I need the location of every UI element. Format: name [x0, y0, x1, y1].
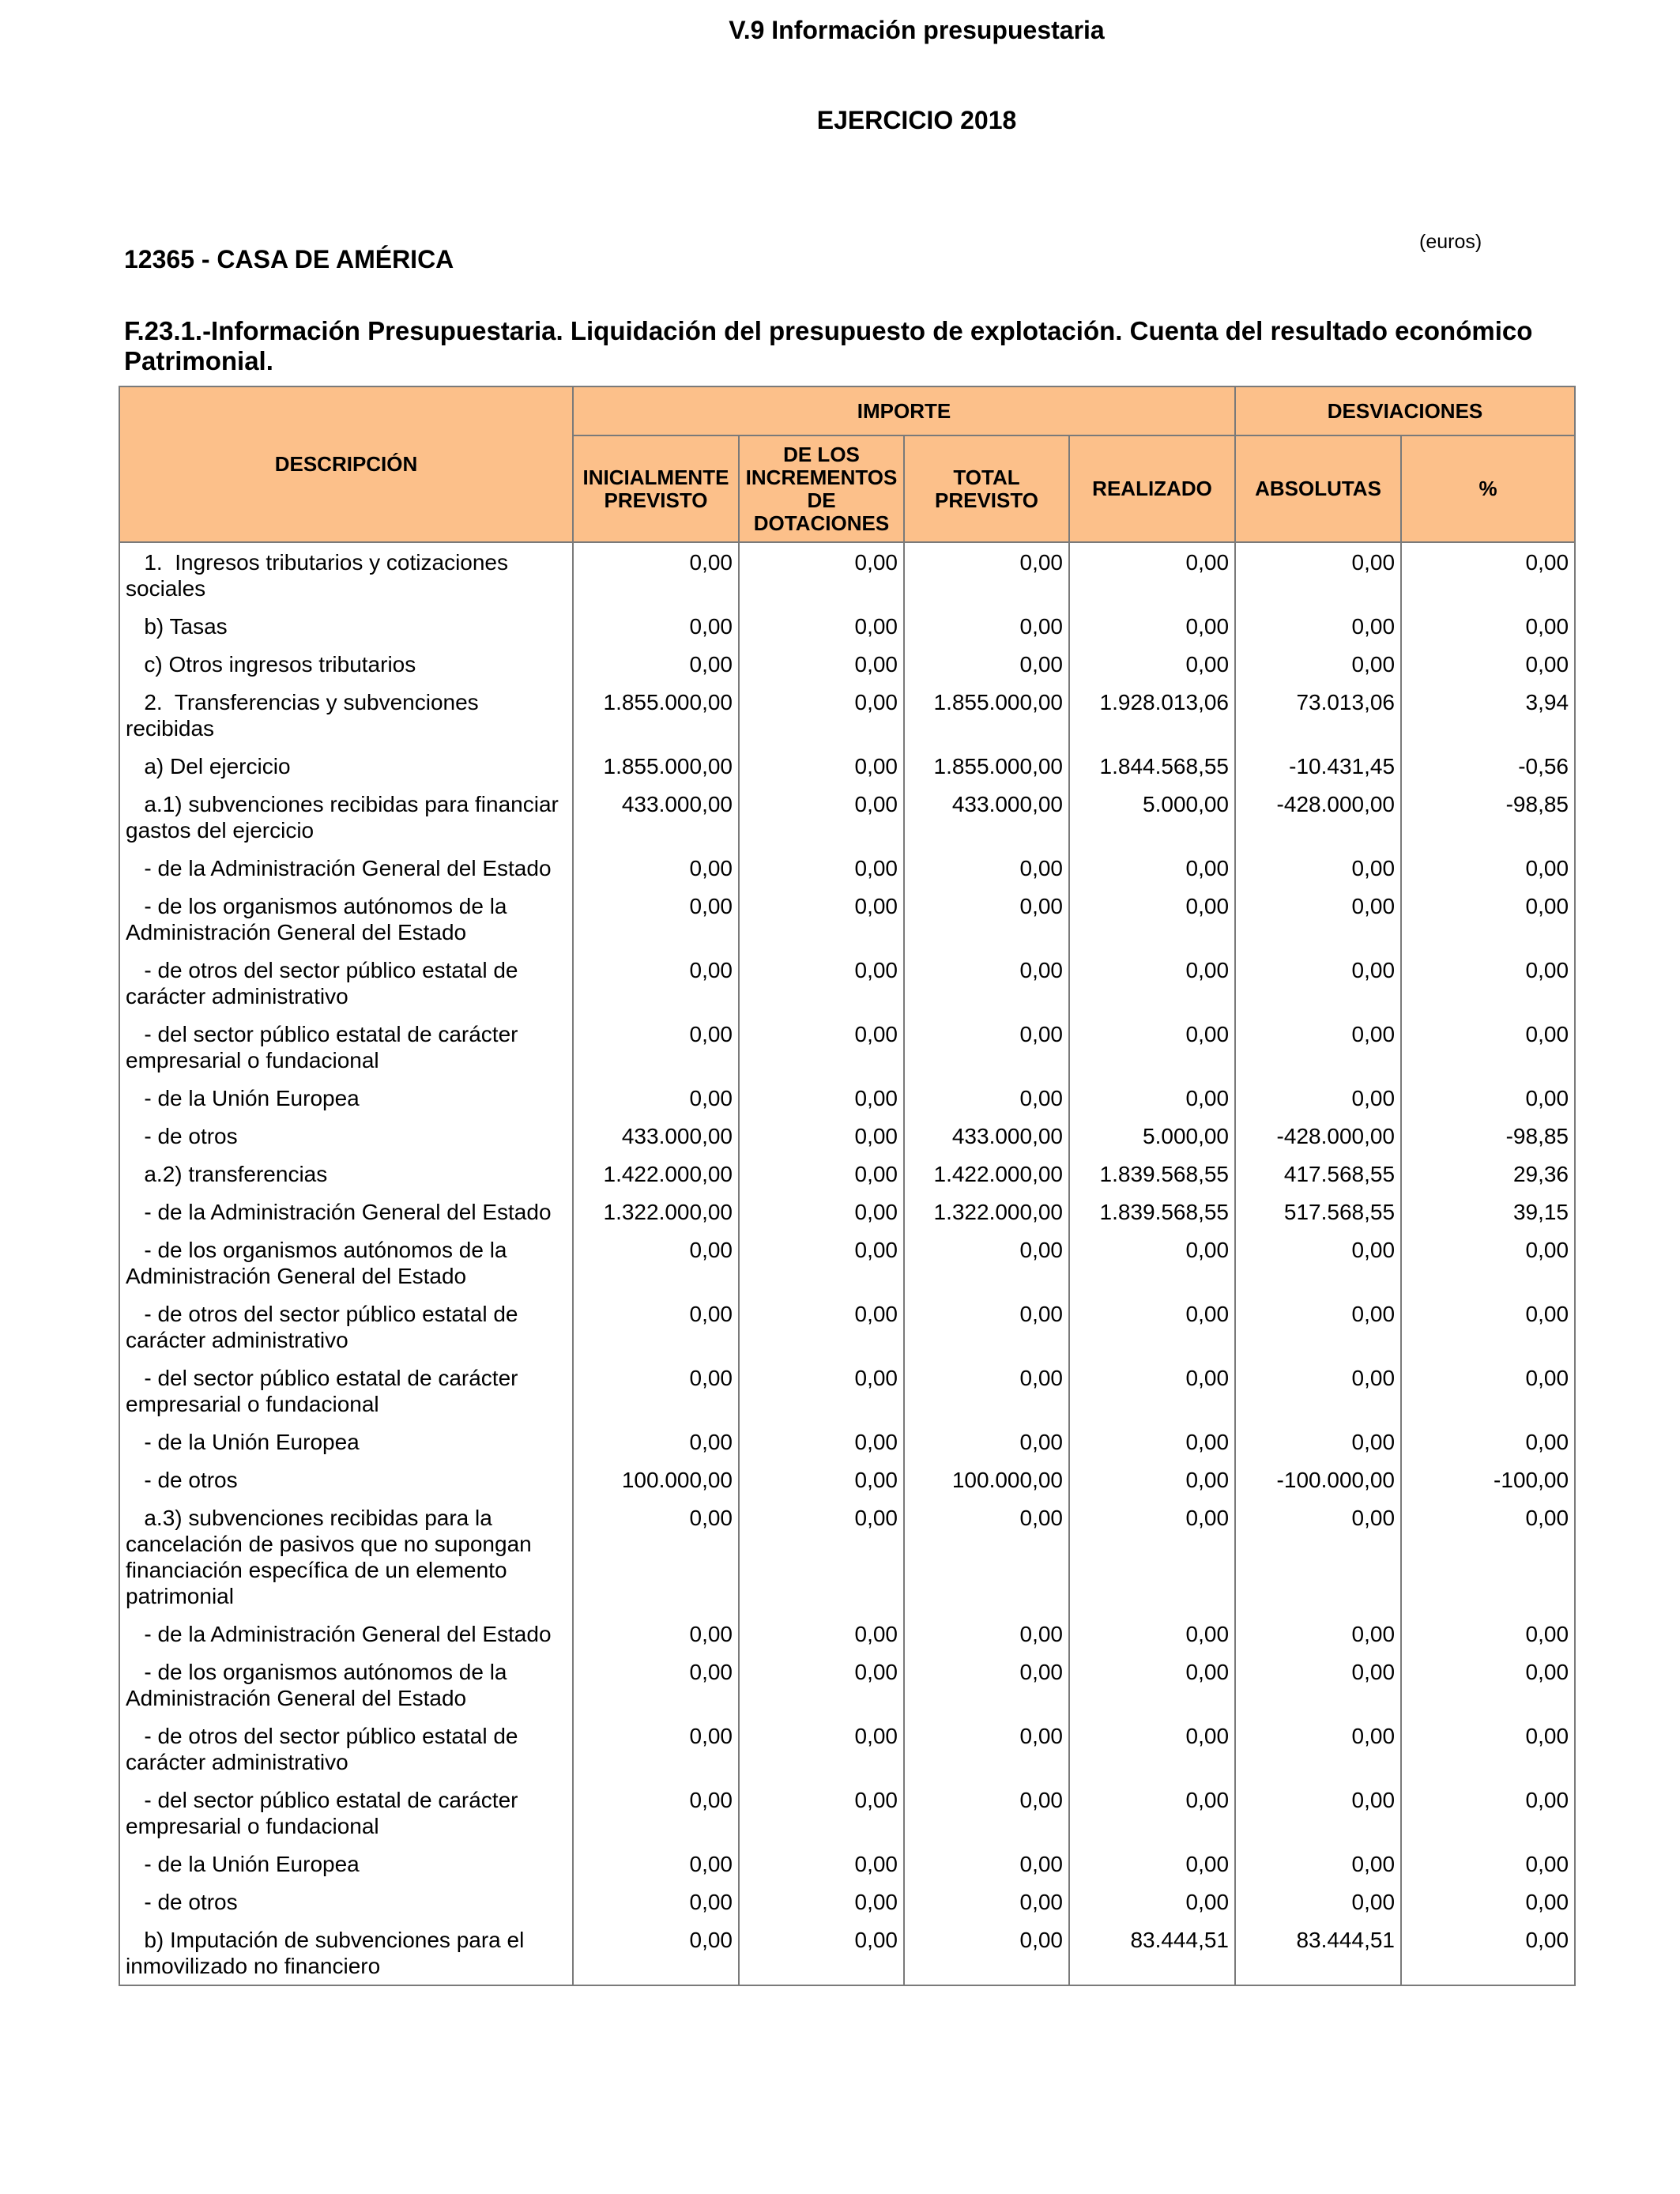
table-row: [119, 1155, 1575, 1193]
cell-desviacion-porcentaje: 0,00: [1401, 1359, 1575, 1423]
table-row: [119, 1498, 1575, 1615]
row-description: - del sector público estatal de carácter empresarial o fundacional: [119, 1015, 573, 1079]
cell-desviacion-porcentaje: 39,15: [1401, 1193, 1575, 1231]
cell-incrementos: 0,00: [739, 1231, 904, 1295]
table-row: [119, 1461, 1575, 1498]
row-description: - de otros del sector público estatal de carácter administrativo: [119, 951, 573, 1015]
cell-total-previsto: 0,00: [904, 1921, 1069, 1985]
budget-table-body: [119, 542, 1575, 1985]
cell-inicialmente-previsto: 0,00: [573, 1359, 739, 1423]
row-description: - de otros del sector público estatal de carácter administrativo: [119, 1295, 573, 1359]
col-total-previsto: TOTAL PREVISTO: [904, 435, 1069, 542]
cell-incrementos: 0,00: [739, 1717, 904, 1781]
cell-inicialmente-previsto: 0,00: [573, 951, 739, 1015]
cell-inicialmente-previsto: 433.000,00: [573, 1117, 739, 1155]
cell-realizado: 5.000,00: [1069, 785, 1235, 849]
cell-inicialmente-previsto: 0,00: [573, 1921, 739, 1985]
table-row: [119, 1845, 1575, 1883]
cell-incrementos: 0,00: [739, 1079, 904, 1117]
col-inicialmente-previsto: INICIALMENTE PREVISTO: [573, 435, 739, 542]
cell-inicialmente-previsto: 1.855.000,00: [573, 747, 739, 785]
cell-desviacion-porcentaje: 0,00: [1401, 1498, 1575, 1615]
budget-table: [119, 386, 1576, 1986]
row-description: a) Del ejercicio: [119, 747, 573, 785]
cell-total-previsto: 0,00: [904, 1359, 1069, 1423]
cell-realizado: 0,00: [1069, 542, 1235, 607]
cell-desviacion-porcentaje: 0,00: [1401, 1231, 1575, 1295]
cell-realizado: 1.839.568,55: [1069, 1193, 1235, 1231]
cell-desviacion-absoluta: 0,00: [1235, 1781, 1401, 1845]
table-row: [119, 1717, 1575, 1781]
cell-total-previsto: 1.855.000,00: [904, 683, 1069, 747]
cell-incrementos: 0,00: [739, 1295, 904, 1359]
row-description: a.2) transferencias: [119, 1155, 573, 1193]
cell-inicialmente-previsto: 0,00: [573, 1498, 739, 1615]
col-incrementos: DE LOS INCREMENTOS DE DOTACIONES: [739, 435, 904, 542]
row-description: - de la Administración General del Estado: [119, 1193, 573, 1231]
cell-incrementos: 0,00: [739, 1921, 904, 1985]
page-title: V.9 Información presupuestaria: [729, 16, 1105, 44]
cell-total-previsto: 0,00: [904, 1231, 1069, 1295]
cell-desviacion-porcentaje: 0,00: [1401, 1883, 1575, 1921]
cell-desviacion-absoluta: 0,00: [1235, 1883, 1401, 1921]
cell-realizado: 83.444,51: [1069, 1921, 1235, 1985]
cell-incrementos: 0,00: [739, 849, 904, 887]
cell-total-previsto: 0,00: [904, 1295, 1069, 1359]
group-importe: IMPORTE: [573, 386, 1235, 435]
table-row: [119, 1117, 1575, 1155]
cell-realizado: 0,00: [1069, 1079, 1235, 1117]
cell-total-previsto: 0,00: [904, 1423, 1069, 1461]
row-description: 2. Transferencias y subvenciones recibidas: [119, 683, 573, 747]
table-row: [119, 747, 1575, 785]
currency-units: (euros): [1419, 231, 1482, 253]
cell-desviacion-absoluta: 0,00: [1235, 607, 1401, 645]
row-description: - de los organismos autónomos de la Administración General del Estado: [119, 887, 573, 951]
cell-realizado: 1.928.013,06: [1069, 683, 1235, 747]
cell-desviacion-absoluta: 0,00: [1235, 542, 1401, 607]
cell-desviacion-porcentaje: 0,00: [1401, 1921, 1575, 1985]
cell-desviacion-porcentaje: 3,94: [1401, 683, 1575, 747]
cell-incrementos: 0,00: [739, 951, 904, 1015]
col-porcentaje: %: [1401, 435, 1575, 542]
cell-desviacion-absoluta: 73.013,06: [1235, 683, 1401, 747]
row-description: b) Imputación de subvenciones para el inmovilizado no financiero: [119, 1921, 573, 1985]
cell-desviacion-porcentaje: 0,00: [1401, 849, 1575, 887]
cell-desviacion-absoluta: 0,00: [1235, 1498, 1401, 1615]
cell-realizado: 1.839.568,55: [1069, 1155, 1235, 1193]
cell-inicialmente-previsto: 0,00: [573, 849, 739, 887]
cell-incrementos: 0,00: [739, 1615, 904, 1653]
row-description: - de los organismos autónomos de la Administración General del Estado: [119, 1653, 573, 1717]
cell-total-previsto: 0,00: [904, 1653, 1069, 1717]
fiscal-year: EJERCICIO 2018: [816, 106, 1017, 134]
cell-desviacion-absoluta: 0,00: [1235, 1615, 1401, 1653]
col-realizado: REALIZADO: [1069, 435, 1235, 542]
table-row: [119, 849, 1575, 887]
row-description: - de otros: [119, 1117, 573, 1155]
table-row: [119, 1295, 1575, 1359]
cell-total-previsto: 1.422.000,00: [904, 1155, 1069, 1193]
row-description: - de la Administración General del Estado: [119, 1615, 573, 1653]
cell-realizado: 0,00: [1069, 1781, 1235, 1845]
cell-inicialmente-previsto: 100.000,00: [573, 1461, 739, 1498]
cell-desviacion-porcentaje: -98,85: [1401, 785, 1575, 849]
cell-desviacion-absoluta: 0,00: [1235, 849, 1401, 887]
cell-total-previsto: 0,00: [904, 607, 1069, 645]
cell-total-previsto: 433.000,00: [904, 1117, 1069, 1155]
cell-realizado: 0,00: [1069, 1653, 1235, 1717]
row-description: a.3) subvenciones recibidas para la cancelación de pasivos que no supongan financiación específica de un elemento patrimonial: [119, 1498, 573, 1615]
cell-desviacion-absoluta: 517.568,55: [1235, 1193, 1401, 1231]
cell-desviacion-porcentaje: 0,00: [1401, 1653, 1575, 1717]
table-row: [119, 1921, 1575, 1985]
row-description: - de la Unión Europea: [119, 1845, 573, 1883]
row-description: - de los organismos autónomos de la Administración General del Estado: [119, 1231, 573, 1295]
cell-incrementos: 0,00: [739, 1498, 904, 1615]
cell-desviacion-absoluta: -100.000,00: [1235, 1461, 1401, 1498]
table-row: [119, 1193, 1575, 1231]
cell-inicialmente-previsto: 0,00: [573, 645, 739, 683]
cell-total-previsto: 0,00: [904, 1845, 1069, 1883]
row-description: - del sector público estatal de carácter empresarial o fundacional: [119, 1781, 573, 1845]
cell-incrementos: 0,00: [739, 1883, 904, 1921]
cell-desviacion-absoluta: 0,00: [1235, 1717, 1401, 1781]
cell-total-previsto: 1.855.000,00: [904, 747, 1069, 785]
cell-inicialmente-previsto: 0,00: [573, 1717, 739, 1781]
cell-inicialmente-previsto: 0,00: [573, 607, 739, 645]
cell-total-previsto: 0,00: [904, 645, 1069, 683]
cell-incrementos: 0,00: [739, 887, 904, 951]
cell-inicialmente-previsto: 0,00: [573, 887, 739, 951]
cell-desviacion-absoluta: 0,00: [1235, 1359, 1401, 1423]
cell-desviacion-porcentaje: 0,00: [1401, 951, 1575, 1015]
cell-desviacion-absoluta: -10.431,45: [1235, 747, 1401, 785]
cell-desviacion-porcentaje: 0,00: [1401, 887, 1575, 951]
row-description: a.1) subvenciones recibidas para financiar gastos del ejercicio: [119, 785, 573, 849]
cell-total-previsto: 0,00: [904, 1498, 1069, 1615]
cell-desviacion-absoluta: 0,00: [1235, 1231, 1401, 1295]
cell-desviacion-absoluta: 0,00: [1235, 1295, 1401, 1359]
table-row: [119, 887, 1575, 951]
row-description: - de la Unión Europea: [119, 1423, 573, 1461]
cell-incrementos: 0,00: [739, 1155, 904, 1193]
cell-inicialmente-previsto: 1.855.000,00: [573, 683, 739, 747]
cell-incrementos: 0,00: [739, 1845, 904, 1883]
cell-desviacion-porcentaje: 0,00: [1401, 1615, 1575, 1653]
cell-realizado: 0,00: [1069, 951, 1235, 1015]
table-row: [119, 542, 1575, 607]
cell-desviacion-absoluta: 0,00: [1235, 887, 1401, 951]
cell-incrementos: 0,00: [739, 747, 904, 785]
entity-name: 12365 - CASA DE AMÉRICA: [124, 245, 454, 273]
cell-desviacion-porcentaje: -98,85: [1401, 1117, 1575, 1155]
cell-inicialmente-previsto: 0,00: [573, 1295, 739, 1359]
cell-desviacion-porcentaje: 0,00: [1401, 1717, 1575, 1781]
cell-total-previsto: 0,00: [904, 951, 1069, 1015]
cell-desviacion-absoluta: 0,00: [1235, 1423, 1401, 1461]
cell-realizado: 0,00: [1069, 1295, 1235, 1359]
cell-desviacion-porcentaje: 0,00: [1401, 645, 1575, 683]
row-description: - de la Administración General del Estado: [119, 849, 573, 887]
table-row: [119, 1423, 1575, 1461]
table-row: [119, 1883, 1575, 1921]
cell-desviacion-absoluta: 0,00: [1235, 645, 1401, 683]
cell-incrementos: 0,00: [739, 1193, 904, 1231]
cell-total-previsto: 0,00: [904, 849, 1069, 887]
cell-realizado: 0,00: [1069, 887, 1235, 951]
table-row: [119, 1015, 1575, 1079]
group-desviaciones: DESVIACIONES: [1235, 386, 1575, 435]
cell-realizado: 0,00: [1069, 607, 1235, 645]
cell-inicialmente-previsto: 433.000,00: [573, 785, 739, 849]
cell-desviacion-porcentaje: 0,00: [1401, 1845, 1575, 1883]
cell-realizado: 0,00: [1069, 1461, 1235, 1498]
table-row: [119, 1231, 1575, 1295]
cell-incrementos: 0,00: [739, 1359, 904, 1423]
table-row: [119, 1079, 1575, 1117]
row-description: 1. Ingresos tributarios y cotizaciones sociales: [119, 542, 573, 607]
cell-desviacion-absoluta: 0,00: [1235, 1079, 1401, 1117]
table-row: [119, 951, 1575, 1015]
cell-realizado: 0,00: [1069, 1015, 1235, 1079]
table-row: [119, 683, 1575, 747]
cell-inicialmente-previsto: 0,00: [573, 1845, 739, 1883]
table-row: [119, 607, 1575, 645]
cell-realizado: 0,00: [1069, 1359, 1235, 1423]
cell-inicialmente-previsto: 0,00: [573, 1883, 739, 1921]
cell-inicialmente-previsto: 0,00: [573, 542, 739, 607]
cell-realizado: 0,00: [1069, 645, 1235, 683]
cell-desviacion-porcentaje: 0,00: [1401, 1015, 1575, 1079]
cell-desviacion-porcentaje: -100,00: [1401, 1461, 1575, 1498]
group-header-row: [119, 386, 1575, 435]
cell-desviacion-porcentaje: 0,00: [1401, 607, 1575, 645]
row-description: - de otros: [119, 1883, 573, 1921]
cell-desviacion-porcentaje: -0,56: [1401, 747, 1575, 785]
cell-desviacion-porcentaje: 29,36: [1401, 1155, 1575, 1193]
cell-desviacion-absoluta: -428.000,00: [1235, 785, 1401, 849]
cell-desviacion-absoluta: 417.568,55: [1235, 1155, 1401, 1193]
table-row: [119, 785, 1575, 849]
cell-realizado: 0,00: [1069, 1498, 1235, 1615]
table-row: [119, 1615, 1575, 1653]
cell-total-previsto: 0,00: [904, 1717, 1069, 1781]
cell-inicialmente-previsto: 0,00: [573, 1615, 739, 1653]
cell-realizado: 0,00: [1069, 849, 1235, 887]
cell-desviacion-absoluta: 0,00: [1235, 1845, 1401, 1883]
col-absolutas: ABSOLUTAS: [1235, 435, 1401, 542]
cell-total-previsto: 1.322.000,00: [904, 1193, 1069, 1231]
cell-incrementos: 0,00: [739, 785, 904, 849]
table-row: [119, 1653, 1575, 1717]
cell-total-previsto: 0,00: [904, 1781, 1069, 1845]
cell-realizado: 0,00: [1069, 1231, 1235, 1295]
cell-inicialmente-previsto: 0,00: [573, 1653, 739, 1717]
cell-desviacion-porcentaje: 0,00: [1401, 542, 1575, 607]
cell-desviacion-porcentaje: 0,00: [1401, 1079, 1575, 1117]
cell-desviacion-absoluta: -428.000,00: [1235, 1117, 1401, 1155]
cell-realizado: 0,00: [1069, 1717, 1235, 1781]
row-description: - de otros: [119, 1461, 573, 1498]
row-description: - de la Unión Europea: [119, 1079, 573, 1117]
cell-inicialmente-previsto: 0,00: [573, 1423, 739, 1461]
col-descripcion: DESCRIPCIÓN: [119, 386, 573, 542]
table-row: [119, 1359, 1575, 1423]
cell-desviacion-absoluta: 83.444,51: [1235, 1921, 1401, 1985]
cell-incrementos: 0,00: [739, 542, 904, 607]
cell-incrementos: 0,00: [739, 607, 904, 645]
cell-desviacion-porcentaje: 0,00: [1401, 1781, 1575, 1845]
row-description: - del sector público estatal de carácter empresarial o fundacional: [119, 1359, 573, 1423]
cell-incrementos: 0,00: [739, 645, 904, 683]
cell-realizado: 0,00: [1069, 1423, 1235, 1461]
cell-realizado: 5.000,00: [1069, 1117, 1235, 1155]
cell-total-previsto: 100.000,00: [904, 1461, 1069, 1498]
cell-total-previsto: 0,00: [904, 1615, 1069, 1653]
cell-inicialmente-previsto: 1.422.000,00: [573, 1155, 739, 1193]
table-row: [119, 1781, 1575, 1845]
cell-inicialmente-previsto: 0,00: [573, 1781, 739, 1845]
cell-realizado: 0,00: [1069, 1883, 1235, 1921]
cell-total-previsto: 0,00: [904, 1015, 1069, 1079]
cell-incrementos: 0,00: [739, 1461, 904, 1498]
row-description: - de otros del sector público estatal de carácter administrativo: [119, 1717, 573, 1781]
cell-desviacion-porcentaje: 0,00: [1401, 1423, 1575, 1461]
cell-incrementos: 0,00: [739, 1781, 904, 1845]
cell-total-previsto: 0,00: [904, 1883, 1069, 1921]
section-title: F.23.1.-Información Presupuestaria. Liquidación del presupuesto de explotación. Cuenta del resultado económico Patrimonial.: [124, 316, 1533, 375]
cell-inicialmente-previsto: 0,00: [573, 1015, 739, 1079]
row-description: b) Tasas: [119, 607, 573, 645]
cell-inicialmente-previsto: 0,00: [573, 1231, 739, 1295]
table-row: [119, 645, 1575, 683]
cell-incrementos: 0,00: [739, 683, 904, 747]
row-description: c) Otros ingresos tributarios: [119, 645, 573, 683]
cell-total-previsto: 0,00: [904, 542, 1069, 607]
cell-incrementos: 0,00: [739, 1423, 904, 1461]
cell-inicialmente-previsto: 0,00: [573, 1079, 739, 1117]
cell-desviacion-absoluta: 0,00: [1235, 1653, 1401, 1717]
cell-total-previsto: 433.000,00: [904, 785, 1069, 849]
cell-incrementos: 0,00: [739, 1015, 904, 1079]
cell-realizado: 0,00: [1069, 1845, 1235, 1883]
cell-inicialmente-previsto: 1.322.000,00: [573, 1193, 739, 1231]
cell-realizado: 1.844.568,55: [1069, 747, 1235, 785]
cell-desviacion-absoluta: 0,00: [1235, 951, 1401, 1015]
cell-total-previsto: 0,00: [904, 887, 1069, 951]
cell-desviacion-absoluta: 0,00: [1235, 1015, 1401, 1079]
cell-desviacion-porcentaje: 0,00: [1401, 1295, 1575, 1359]
cell-total-previsto: 0,00: [904, 1079, 1069, 1117]
cell-incrementos: 0,00: [739, 1117, 904, 1155]
cell-incrementos: 0,00: [739, 1653, 904, 1717]
cell-realizado: 0,00: [1069, 1615, 1235, 1653]
